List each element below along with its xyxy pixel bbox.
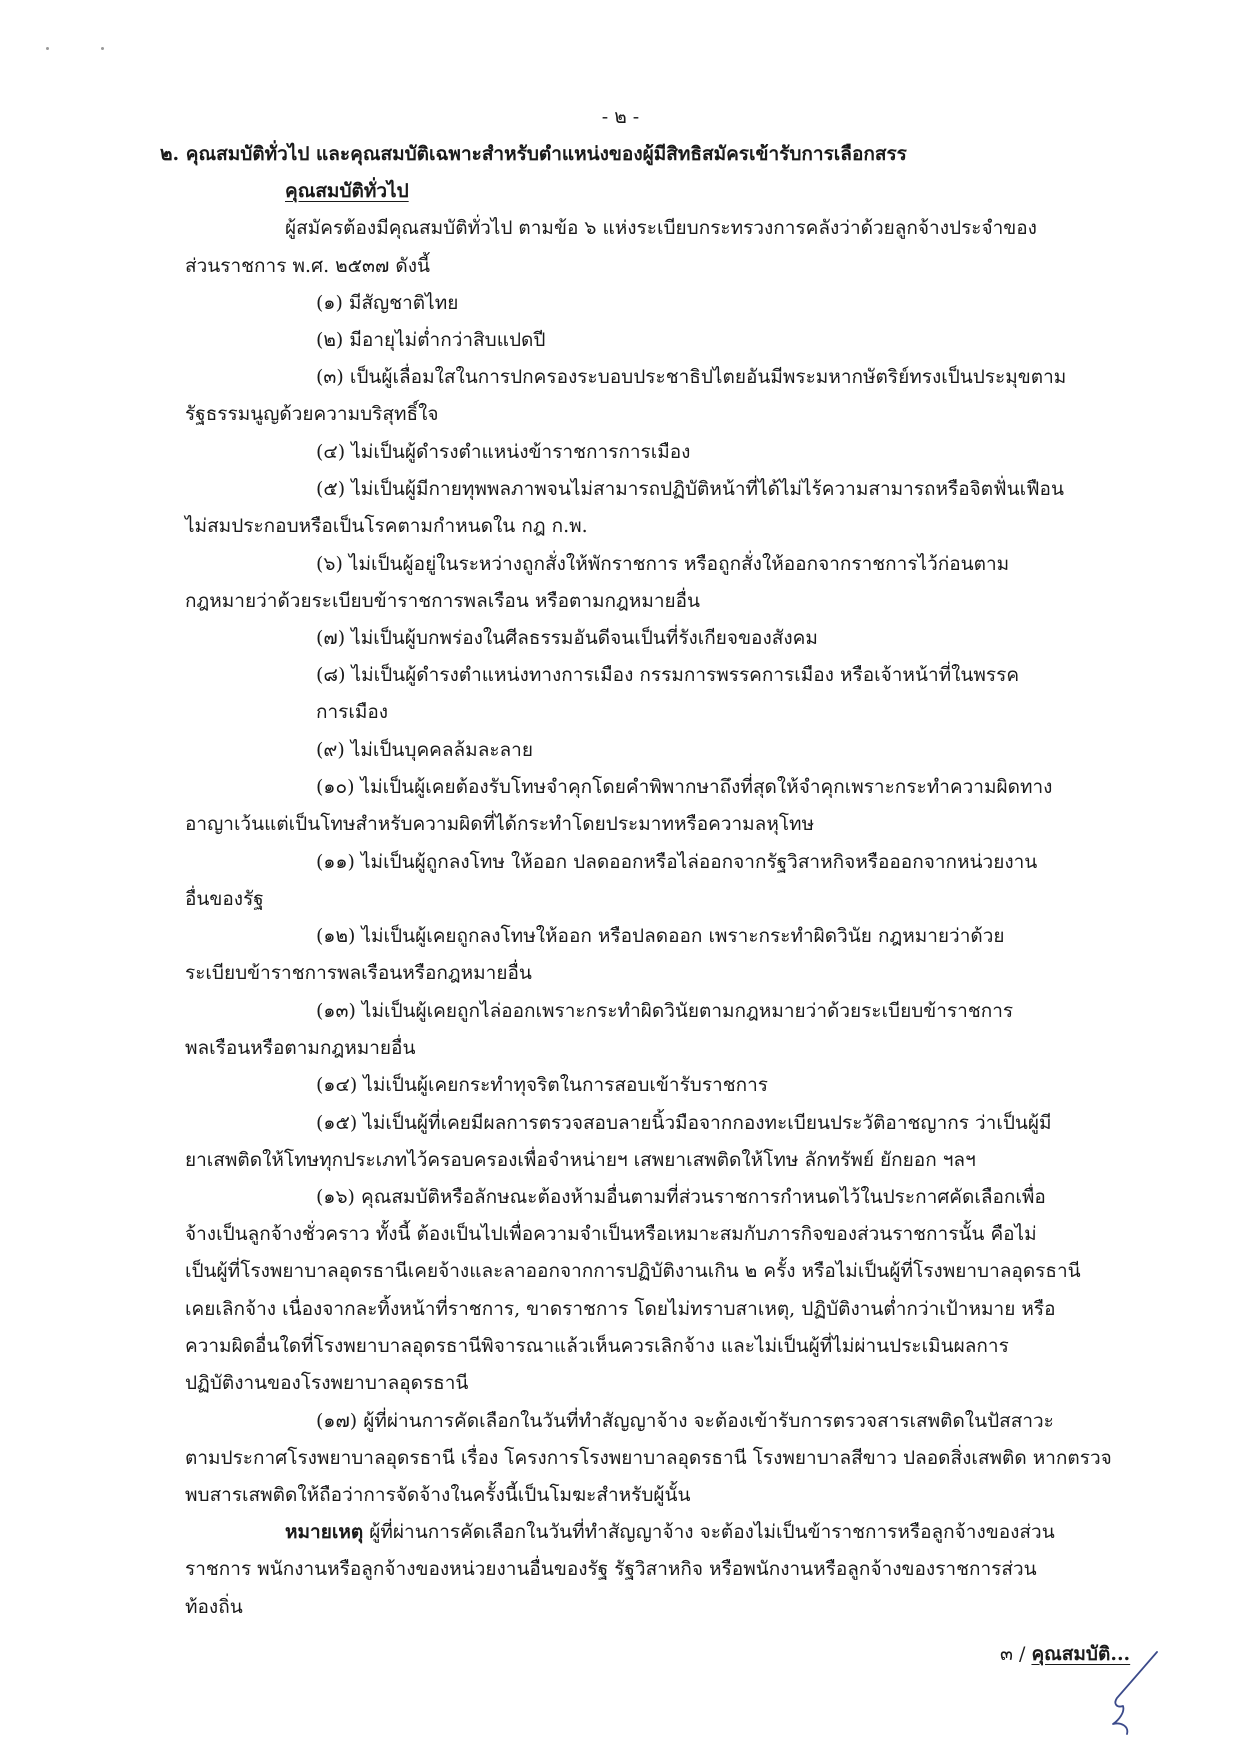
list-item-continuation: จ้างเป็นลูกจ้างชั่วคราว ทั้งนี้ ต้องเป็นไปเพื่อความจำเป็นหรือเหมาะสมกับภารกิจของส่วนราชการนั้น คือไม่: [185, 1223, 1037, 1245]
list-item: (๙) ไม่เป็นบุคคลล้มละลาย: [316, 739, 533, 761]
handwritten-initial: [1095, 1640, 1175, 1740]
list-item: (๖) ไม่เป็นผู้อยู่ในระหว่างถูกสั่งให้พักราชการ หรือถูกสั่งให้ออกจากราชการไว้ก่อนตาม: [316, 553, 1010, 575]
intro-line: ผู้สมัครต้องมีคุณสมบัติทั่วไป ตามข้อ ๖ แห่งระเบียบกระทรวงการคลังว่าด้วยลูกจ้างประจำของ: [285, 217, 1037, 239]
list-item-continuation: เป็นผู้ที่โรงพยาบาลอุดรธานีเคยจ้างและลาออกจากการปฏิบัติงานเกิน ๒ ครั้ง หรือไม่เป็นผู้ที่โรงพยาบาลอุดรธานี: [185, 1260, 1081, 1282]
list-item-continuation: ไม่สมประกอบหรือเป็นโรคตามกำหนดใน กฎ ก.พ.: [185, 515, 588, 537]
page-number: - ๒ -: [601, 106, 640, 128]
section-heading: ๒. คุณสมบัติทั่วไป และคุณสมบัติเฉพาะสำหรับตำแหน่งของผู้มีสิทธิสมัครเข้ารับการเลือกสรร: [160, 143, 907, 165]
list-item-continuation: เคยเลิกจ้าง เนื่องจากละทิ้งหน้าที่ราชการ, ขาดราชการ โดยไม่ทราบสาเหตุ, ปฏิบัติงานต่ำกว่าเป้าหมาย หรือ: [185, 1298, 1056, 1320]
list-item-continuation: ยาเสพติดให้โทษทุกประเภทไว้ครอบครองเพื่อจำหน่ายฯ เสพยาเสพติดให้โทษ ลักทรัพย์ ยักยอก ฯลฯ: [185, 1149, 976, 1171]
scan-speck: [46, 47, 49, 50]
note-label: หมายเหตุ: [285, 1521, 364, 1543]
list-item-continuation: อาญาเว้นแต่เป็นโทษสำหรับความผิดที่ได้กระทำโดยประมาทหรือความลหุโทษ: [185, 813, 815, 835]
list-item-continuation: ระเบียบข้าราชการพลเรือนหรือกฎหมายอื่น: [185, 962, 532, 984]
scan-speck: [101, 47, 104, 50]
note-line: ท้องถิ่น: [185, 1596, 243, 1618]
list-item: (๗) ไม่เป็นผู้บกพร่องในศีลธรรมอันดีจนเป็นที่รังเกียจของสังคม: [316, 627, 818, 649]
list-item-continuation: กฎหมายว่าด้วยระเบียบข้าราชการพลเรือน หรือตามกฎหมายอื่น: [185, 590, 701, 612]
list-item: (๑๓) ไม่เป็นผู้เคยถูกไล่ออกเพราะกระทำผิดวินัยตามกฎหมายว่าด้วยระเบียบข้าราชการ: [316, 1000, 1014, 1022]
list-item: (๑) มีสัญชาติไทย: [316, 292, 459, 314]
list-item: (๑๒) ไม่เป็นผู้เคยถูกลงโทษให้ออก หรือปลดออก เพราะกระทำผิดวินัย กฎหมายว่าด้วย: [316, 925, 1005, 947]
list-item: (๑๔) ไม่เป็นผู้เคยกระทำทุจริตในการสอบเข้ารับราชการ: [316, 1074, 768, 1096]
list-item-continuation: ตามประกาศโรงพยาบาลอุดรธานี เรื่อง โครงการโรงพยาบาลอุดรธานี โรงพยาบาลสีขาว ปลอดสิ่งเสพติด หากตรวจ: [185, 1447, 1112, 1469]
list-item-continuation: ปฏิบัติงานของโรงพยาบาลอุดรธานี: [185, 1372, 469, 1394]
list-item-continuation: รัฐธรรมนูญด้วยความบริสุทธิ์ใจ: [185, 403, 439, 425]
list-item: (๑๕) ไม่เป็นผู้ที่เคยมีผลการตรวจสอบลายนิ้วมือจากกองทะเบียนประวัติอาชญากร ว่าเป็นผู้มี: [316, 1112, 1052, 1134]
list-item: (๔) ไม่เป็นผู้ดำรงตำแหน่งข้าราชการการเมือง: [316, 441, 691, 463]
note-line: [285, 1521, 1055, 1544]
list-item: (๑๖) คุณสมบัติหรือลักษณะต้องห้ามอื่นตามที่ส่วนราชการกำหนดไว้ในประกาศคัดเลือกเพื่อ: [316, 1186, 1046, 1208]
list-item: (๘) ไม่เป็นผู้ดำรงตำแหน่งทางการเมือง กรรมการพรรคการเมือง หรือเจ้าหน้าที่ในพรรค: [316, 664, 1020, 686]
list-item: (๑๑) ไม่เป็นผู้ถูกลงโทษ ให้ออก ปลดออกหรือไล่ออกจากรัฐวิสาหกิจหรือออกจากหน่วยงาน: [316, 851, 1038, 873]
list-item-continuation: ความผิดอื่นใดที่โรงพยาบาลอุดรธานีพิจารณาแล้วเห็นควรเลิกจ้าง และไม่เป็นผู้ที่ไม่ผ่านประเมินผลการ: [185, 1335, 1009, 1357]
note-line: ราชการ พนักงานหรือลูกจ้างของหน่วยงานอื่นของรัฐ รัฐวิสาหกิจ หรือพนักงานหรือลูกจ้างของราชการส่วน: [185, 1558, 1037, 1580]
list-item: (๑๐) ไม่เป็นผู้เคยต้องรับโทษจำคุกโดยคำพิพากษาถึงที่สุดให้จำคุกเพราะกระทำความผิดทาง: [316, 776, 1053, 798]
next-page-number: ๓ /: [1000, 1643, 1032, 1665]
next-page-title: คุณสมบัติ...: [1031, 1643, 1131, 1665]
list-item: (๓) เป็นผู้เลื่อมใสในการปกครองระบอบประชาธิปไตยอันมีพระมหากษัตริย์ทรงเป็นประมุขตาม: [316, 366, 1067, 388]
list-item-continuation: อื่นของรัฐ: [185, 888, 264, 910]
list-item-continuation: พลเรือนหรือตามกฎหมายอื่น: [185, 1037, 416, 1059]
list-item-continuation: พบสารเสพติดให้ถือว่าการจัดจ้างในครั้งนี้เป็นโมฆะสำหรับผู้นั้น: [185, 1484, 691, 1506]
intro-line: ส่วนราชการ พ.ศ. ๒๕๓๗ ดังนี้: [185, 255, 430, 277]
subheading: คุณสมบัติทั่วไป: [285, 180, 409, 202]
list-item: (๕) ไม่เป็นผู้มีกายทุพพลภาพจนไม่สามารถปฏิบัติหน้าที่ได้ไม่ไร้ความสามารถหรือจิตฟั่นเฟือน: [316, 478, 1064, 500]
note-text: ผู้ที่ผ่านการคัดเลือกในวันที่ทำสัญญาจ้าง จะต้องไม่เป็นข้าราชการหรือลูกจ้างของส่วน: [363, 1521, 1055, 1543]
list-item-continuation: การเมือง: [316, 701, 389, 723]
list-item: (๑๗) ผู้ที่ผ่านการคัดเลือกในวันที่ทำสัญญาจ้าง จะต้องเข้ารับการตรวจสารเสพติดในปัสสาวะ: [316, 1410, 1054, 1432]
list-item: (๒) มีอายุไม่ต่ำกว่าสิบแปดปี: [316, 329, 546, 351]
